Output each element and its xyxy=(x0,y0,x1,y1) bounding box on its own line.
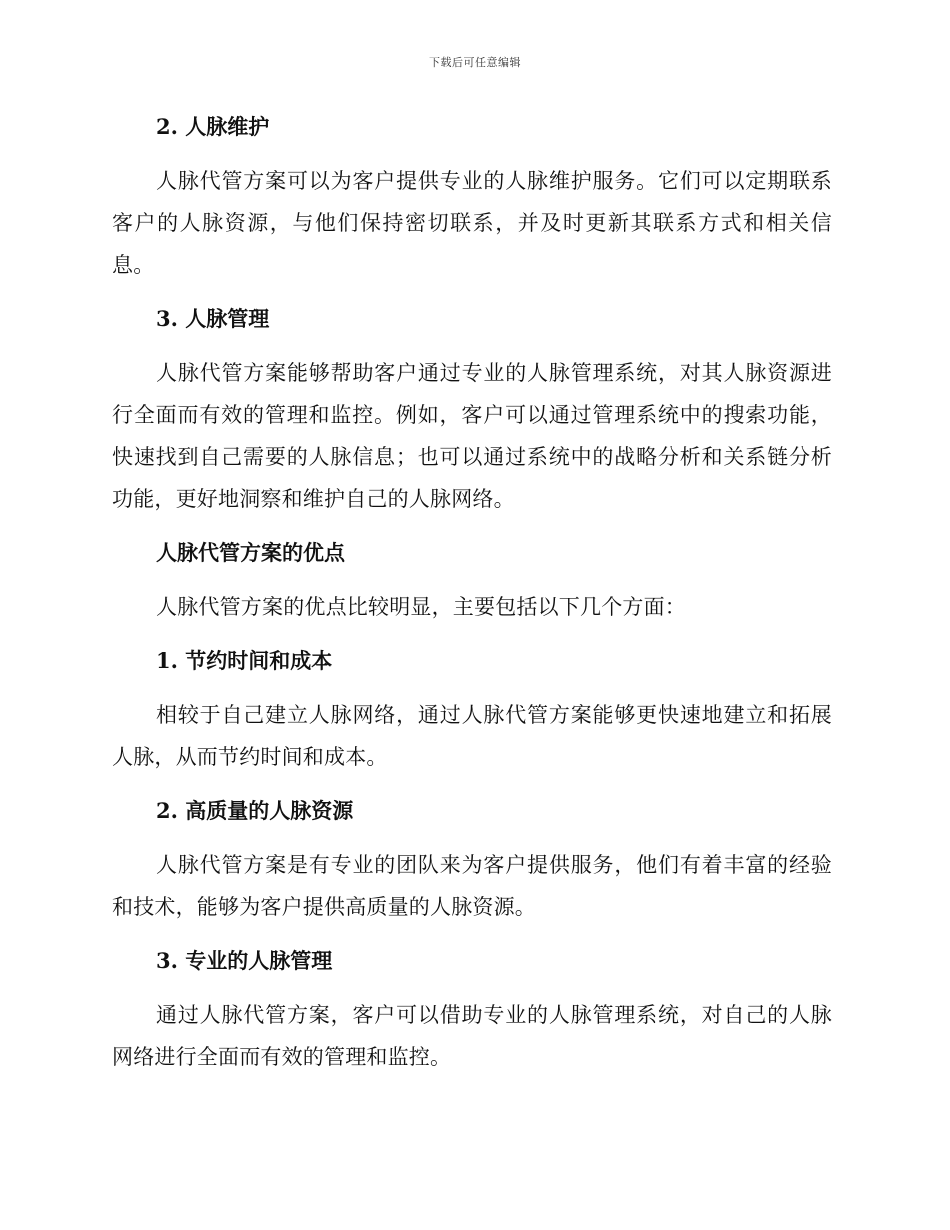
section-paragraph-professional: 通过人脉代管方案，客户可以借助专业的人脉管理系统，对自己的人脉网络进行全面而有效的管理和监控。 xyxy=(112,1003,832,1069)
section-paragraph-management: 人脉代管方案能够帮助客户通过专业的人脉管理系统，对其人脉资源进行全面而有效的管理和监控。例如，客户可以通过管理系统中的搜索功能，快速找到自己需要的人脉信息；也可以通过系统中的战略分析和关系链分析功能，更好地洞察和维护自己的人脉网络。 xyxy=(112,361,832,511)
header-note: 下载后可任意编辑 xyxy=(429,56,521,69)
section-heading-advantages: 人脉代管方案的优点 xyxy=(156,540,345,565)
section-paragraph-quality: 人脉代管方案是有专业的团队来为客户提供服务，他们有着丰富的经验和技术，能够为客户提供高质量的人脉资源。 xyxy=(112,853,832,919)
section-heading-save-time: 1. 节约时间和成本 xyxy=(156,648,333,673)
section-heading-maintenance: 2. 人脉维护 xyxy=(156,114,270,139)
section-paragraph-advantages: 人脉代管方案的优点比较明显，主要包括以下几个方面： xyxy=(156,595,686,619)
section-paragraph-save-time: 相较于自己建立人脉网络，通过人脉代管方案能够更快速地建立和拓展人脉，从而节约时间和成本。 xyxy=(112,703,832,769)
section-heading-professional: 3. 专业的人脉管理 xyxy=(156,948,333,973)
section-heading-quality: 2. 高质量的人脉资源 xyxy=(156,798,354,823)
section-heading-management: 3. 人脉管理 xyxy=(156,306,270,331)
document-body xyxy=(112,108,832,1092)
section-paragraph-maintenance: 人脉代管方案可以为客户提供专业的人脉维护服务。它们可以定期联系客户的人脉资源，与他们保持密切联系，并及时更新其联系方式和相关信息。 xyxy=(112,169,832,277)
